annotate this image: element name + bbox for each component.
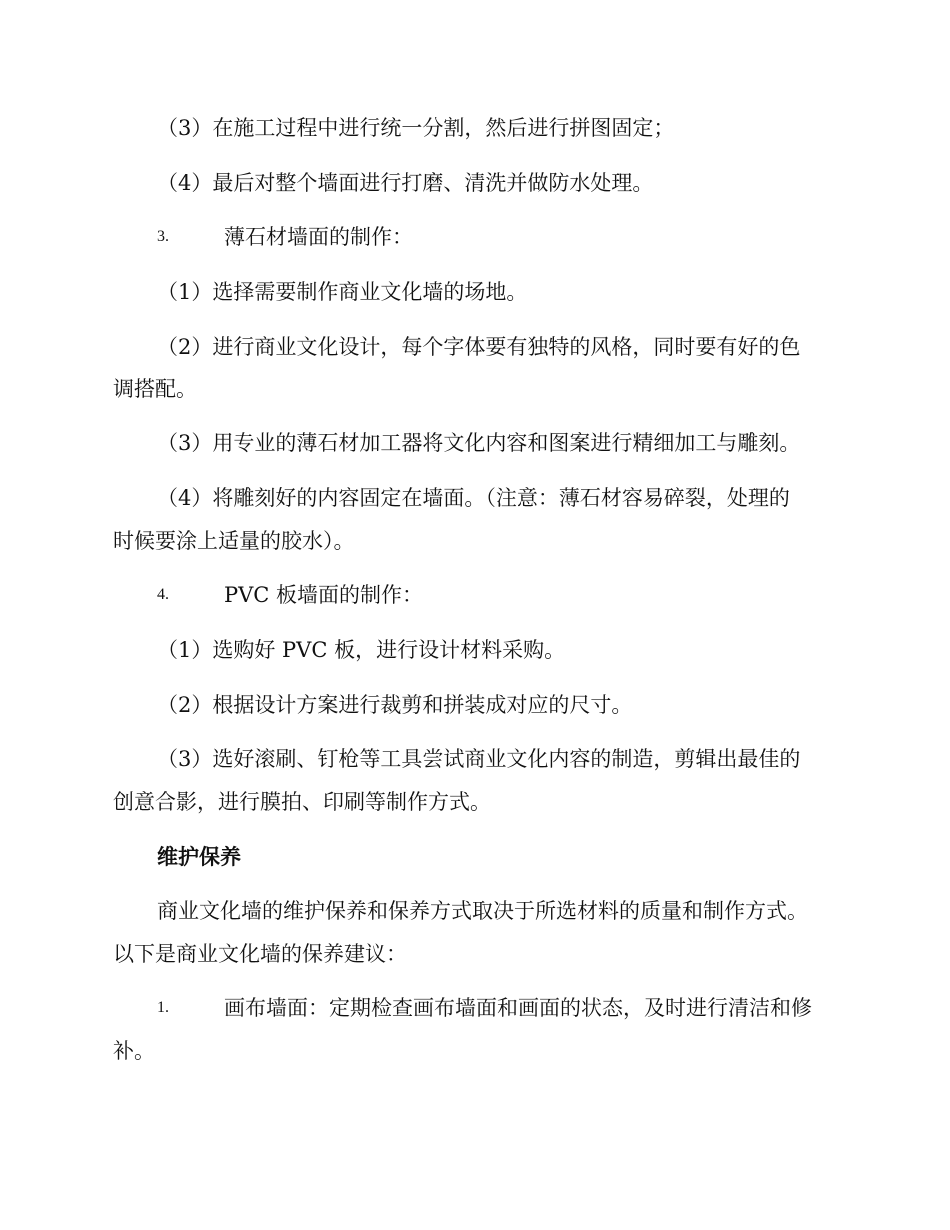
paragraph-line: （3）在施工过程中进行统一分割，然后进行拼图固定； [157, 116, 675, 140]
paragraph-line: 以下是商业文化墙的保养建议： [113, 942, 407, 966]
paragraph-line: 画布墙面：定期检查画布墙面和画面的状态，及时进行清洁和修 [224, 996, 812, 1020]
list-item-title: 薄石材墙面的制作： [224, 225, 413, 249]
paragraph-line: （4）将雕刻好的内容固定在墙面。（注意：薄石材容易碎裂，处理的 [157, 486, 790, 510]
paragraph-line: （3）用专业的薄石材加工器将文化内容和图案进行精细加工与雕刻。 [157, 431, 801, 455]
section-heading: 维护保养 [157, 844, 241, 869]
paragraph-line: 时候要涂上适量的胶水）。 [113, 529, 355, 553]
paragraph-line: （2）进行商业文化设计，每个字体要有独特的风格，同时要有好的色 [157, 335, 801, 359]
paragraph-line: （1）选择需要制作商业文化墙的场地。 [157, 280, 528, 304]
paragraph-line: 创意合影，进行膜拍、印刷等制作方式。 [113, 790, 491, 814]
paragraph-line: 商业文化墙的维护保养和保养方式取决于所选材料的质量和制作方式。 [157, 899, 808, 923]
list-number: 3. [157, 228, 169, 245]
paragraph-line: 补。 [113, 1039, 155, 1063]
paragraph-line: （4）最后对整个墙面进行打磨、清洗并做防水处理。 [157, 171, 654, 195]
paragraph-line: （3）选好滚刷、钉枪等工具尝试商业文化内容的制造，剪辑出最佳的 [157, 747, 801, 771]
list-number: 1. [157, 999, 169, 1016]
paragraph-line: （1）选购好 PVC 板，进行设计材料采购。 [157, 638, 566, 662]
paragraph-line: （2）根据设计方案进行裁剪和拼装成对应的尺寸。 [157, 693, 633, 717]
list-item-title: PVC 板墙面的制作： [224, 583, 424, 607]
list-number: 4. [157, 586, 169, 603]
paragraph-line: 调搭配。 [113, 377, 197, 401]
